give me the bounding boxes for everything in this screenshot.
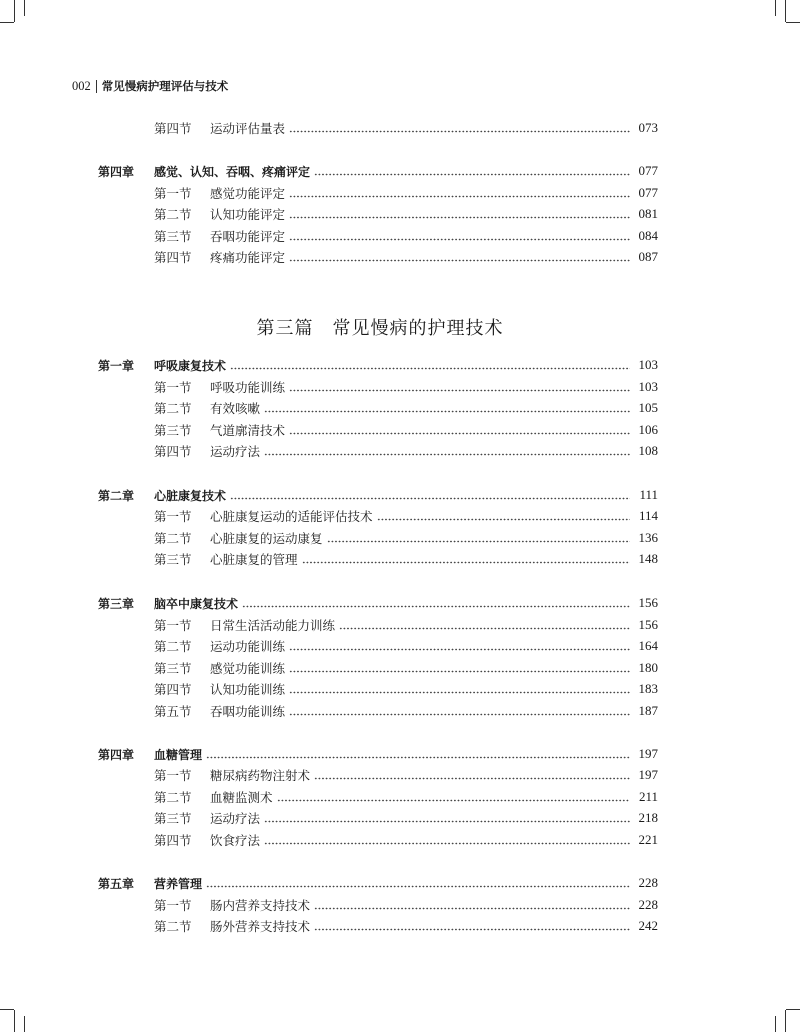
toc-entry-page: 114 (638, 508, 658, 523)
toc-entry-page: 103 (638, 357, 658, 372)
toc-leader-dots (230, 497, 630, 500)
toc-entry-num: 第一节 (154, 618, 192, 633)
toc-entry-page: 211 (638, 789, 658, 804)
toc-entry-num: 第二节 (154, 790, 192, 805)
toc-section-entry (98, 765, 658, 785)
toc-entry-num: 第二节 (154, 919, 192, 934)
crop-mark (24, 0, 25, 16)
toc-leader-dots (206, 885, 630, 888)
header-page-number: 002 (72, 78, 91, 93)
toc-entry-title: 感觉、认知、吞咽、疼痛评定 (154, 164, 311, 179)
toc-entry-page: 180 (638, 660, 658, 675)
toc-entry-page: 148 (638, 551, 658, 566)
toc-leader-dots (289, 432, 630, 435)
toc-entry-page: 228 (638, 875, 658, 890)
toc-entry-num: 第二节 (154, 401, 192, 416)
toc-entry-title: 血糖管理 (154, 747, 203, 762)
toc-entry-title: 疼痛功能评定 (210, 250, 286, 265)
toc-section-entry (98, 204, 658, 224)
toc-section-entry (98, 528, 658, 548)
toc-section-entry (98, 615, 658, 635)
toc-entry-title: 认知功能训练 (210, 682, 286, 697)
toc-entry-title: 运动疗法 (210, 811, 261, 826)
toc-entry-page: 218 (638, 810, 658, 825)
toc-chapter-entry (98, 744, 658, 764)
toc-section-entry (98, 183, 658, 203)
toc-entry-page: 164 (638, 638, 658, 653)
toc-entry-page: 242 (638, 918, 658, 933)
toc-entry-num: 第三节 (154, 661, 192, 676)
crop-mark (14, 1010, 15, 1032)
toc-chapter-entry (98, 485, 658, 505)
toc-entry-num: 第四节 (154, 121, 192, 136)
toc-entry-num: 第三节 (154, 423, 192, 438)
toc-leader-dots (230, 367, 630, 370)
toc-leader-dots (289, 389, 630, 392)
toc-entry-title: 心脏康复技术 (154, 488, 227, 503)
toc-entry-title: 营养管理 (154, 876, 203, 891)
toc-entry-title: 血糖监测术 (210, 790, 273, 805)
toc-entry-title: 糖尿病药物注射术 (210, 768, 311, 783)
toc-section-entry (98, 808, 658, 828)
toc-leader-dots (314, 173, 630, 176)
toc-entry-num: 第三节 (154, 811, 192, 826)
toc-leader-dots (289, 691, 630, 694)
toc-entry-num: 第四章 (98, 164, 135, 179)
toc-section-entry (98, 549, 658, 569)
toc-entry-num: 第一节 (154, 898, 192, 913)
toc-entry-num: 第二节 (154, 207, 192, 222)
toc-entry-page: 105 (638, 400, 658, 415)
toc-entry-page: 228 (638, 897, 658, 912)
toc-entry-page: 197 (638, 767, 658, 782)
toc-leader-dots (289, 259, 630, 262)
toc-section-entry (98, 701, 658, 721)
toc-entry-num: 第二章 (98, 488, 135, 503)
toc-section-entry (98, 398, 658, 418)
toc-entry-title: 呼吸功能训练 (210, 380, 286, 395)
crop-mark (14, 0, 15, 22)
toc-entry-num: 第四节 (154, 833, 192, 848)
toc-section-entry (98, 420, 658, 440)
toc-chapter-entry (98, 161, 658, 181)
toc-leader-dots (264, 453, 630, 456)
toc-leader-dots (242, 605, 630, 608)
toc-leader-dots (339, 627, 630, 630)
toc-entry-page: 183 (638, 681, 658, 696)
toc-entry-page: 103 (638, 379, 658, 394)
toc-section-entry (98, 916, 658, 936)
toc-entry-num: 第一节 (154, 380, 192, 395)
toc-leader-dots (264, 410, 630, 413)
toc-entry-title: 吞咽功能训练 (210, 704, 286, 719)
toc-entry-title: 吞咽功能评定 (210, 229, 286, 244)
toc-section-entry (98, 226, 658, 246)
toc-entry-num: 第二节 (154, 531, 192, 546)
toc-entry-page: 077 (638, 185, 658, 200)
toc-entry-page: 084 (638, 228, 658, 243)
toc-entry-num: 第二节 (154, 639, 192, 654)
toc-section-entry (98, 247, 658, 267)
toc-entry-num: 第四节 (154, 682, 192, 697)
toc-leader-dots (377, 518, 630, 521)
toc-leader-dots (289, 713, 630, 716)
header-book-title: 常见慢病护理评估与技术 (101, 79, 229, 93)
toc-section-entry (98, 377, 658, 397)
running-header (72, 78, 228, 94)
toc-entry-num: 第一节 (154, 509, 192, 524)
toc-section-entry (98, 895, 658, 915)
toc-entry-title: 肠内营养支持技术 (210, 898, 311, 913)
crop-mark (786, 1009, 800, 1010)
toc-leader-dots (302, 561, 630, 564)
toc-entry-title: 感觉功能训练 (210, 661, 286, 676)
crop-mark (24, 1016, 25, 1032)
toc-leader-dots (314, 907, 630, 910)
toc-entry-num: 第三节 (154, 552, 192, 567)
toc-entry-page: 081 (638, 206, 658, 221)
toc-entry-title: 运动功能训练 (210, 639, 286, 654)
toc-leader-dots (327, 540, 630, 543)
toc-entry-title: 日常生活活动能力训练 (210, 618, 336, 633)
toc-entry-page: 221 (638, 832, 658, 847)
crop-mark (785, 0, 786, 22)
part-title: 第三篇 常见慢病的护理技术 (256, 318, 504, 339)
toc-section-entry (98, 506, 658, 526)
toc-entry-num: 第三章 (98, 596, 135, 611)
toc-entry-title: 脑卒中康复技术 (154, 596, 239, 611)
toc-entry-num: 第四章 (98, 747, 135, 762)
toc-leader-dots (314, 928, 630, 931)
toc-entry-title: 气道廓清技术 (210, 423, 286, 438)
toc-entry-title: 心脏康复运动的适能评估技术 (210, 509, 373, 524)
crop-mark (775, 1016, 776, 1032)
toc-section-entry (98, 118, 658, 138)
toc-entry-num: 第一章 (98, 358, 135, 373)
toc-entry-title: 运动疗法 (210, 444, 261, 459)
toc-entry-title: 肠外营养支持技术 (210, 919, 311, 934)
crop-mark (785, 1010, 786, 1032)
toc-entry-page: 111 (639, 487, 658, 502)
toc-entry-page: 108 (638, 443, 658, 458)
toc-entry-title: 心脏康复的管理 (210, 552, 298, 567)
toc-chapter-entry (98, 593, 658, 613)
toc-entry-title: 呼吸康复技术 (154, 358, 227, 373)
toc-leader-dots (277, 799, 630, 802)
toc-entry-title: 认知功能评定 (210, 207, 286, 222)
toc-entry-title: 有效咳嗽 (210, 401, 261, 416)
toc-entry-title: 饮食疗法 (210, 833, 261, 848)
toc-leader-dots (314, 777, 630, 780)
toc-leader-dots (289, 130, 630, 133)
toc-leader-dots (264, 820, 630, 823)
toc-section-entry (98, 636, 658, 656)
toc-entry-num: 第一节 (154, 768, 192, 783)
toc-chapter-entry (98, 355, 658, 375)
toc-entry-num: 第五节 (154, 704, 192, 719)
toc-entry-page: 106 (638, 422, 658, 437)
toc-section-entry (98, 787, 658, 807)
toc-entry-num: 第一节 (154, 186, 192, 201)
toc-section-entry (98, 441, 658, 461)
toc-entry-title: 感觉功能评定 (210, 186, 286, 201)
header-divider (96, 80, 97, 93)
toc-leader-dots (289, 216, 630, 219)
toc-entry-num: 第四节 (154, 444, 192, 459)
toc-leader-dots (289, 195, 630, 198)
toc-entry-page: 087 (638, 249, 658, 264)
toc-chapter-entry (98, 873, 658, 893)
toc-entry-title: 心脏康复的运动康复 (210, 531, 323, 546)
toc-section-entry (98, 658, 658, 678)
toc-entry-num: 第五章 (98, 876, 135, 891)
toc-leader-dots (289, 670, 630, 673)
toc-section-entry (98, 679, 658, 699)
toc-entry-page: 197 (638, 746, 658, 761)
toc-entry-num: 第四节 (154, 250, 192, 265)
toc-leader-dots (264, 842, 630, 845)
toc-leader-dots (206, 756, 630, 759)
toc-leader-dots (289, 238, 630, 241)
toc-entry-page: 073 (638, 120, 658, 135)
toc-entry-page: 077 (638, 163, 658, 178)
crop-mark (0, 22, 14, 23)
toc-entry-page: 156 (638, 595, 658, 610)
crop-mark (0, 1009, 14, 1010)
toc-entry-num: 第三节 (154, 229, 192, 244)
toc-entry-page: 187 (638, 703, 658, 718)
crop-mark (786, 22, 800, 23)
toc-leader-dots (289, 648, 630, 651)
crop-mark (775, 0, 776, 16)
toc-section-entry (98, 830, 658, 850)
toc-entry-page: 136 (638, 530, 658, 545)
toc-entry-page: 156 (638, 617, 658, 632)
toc-entry-title: 运动评估量表 (210, 121, 286, 136)
